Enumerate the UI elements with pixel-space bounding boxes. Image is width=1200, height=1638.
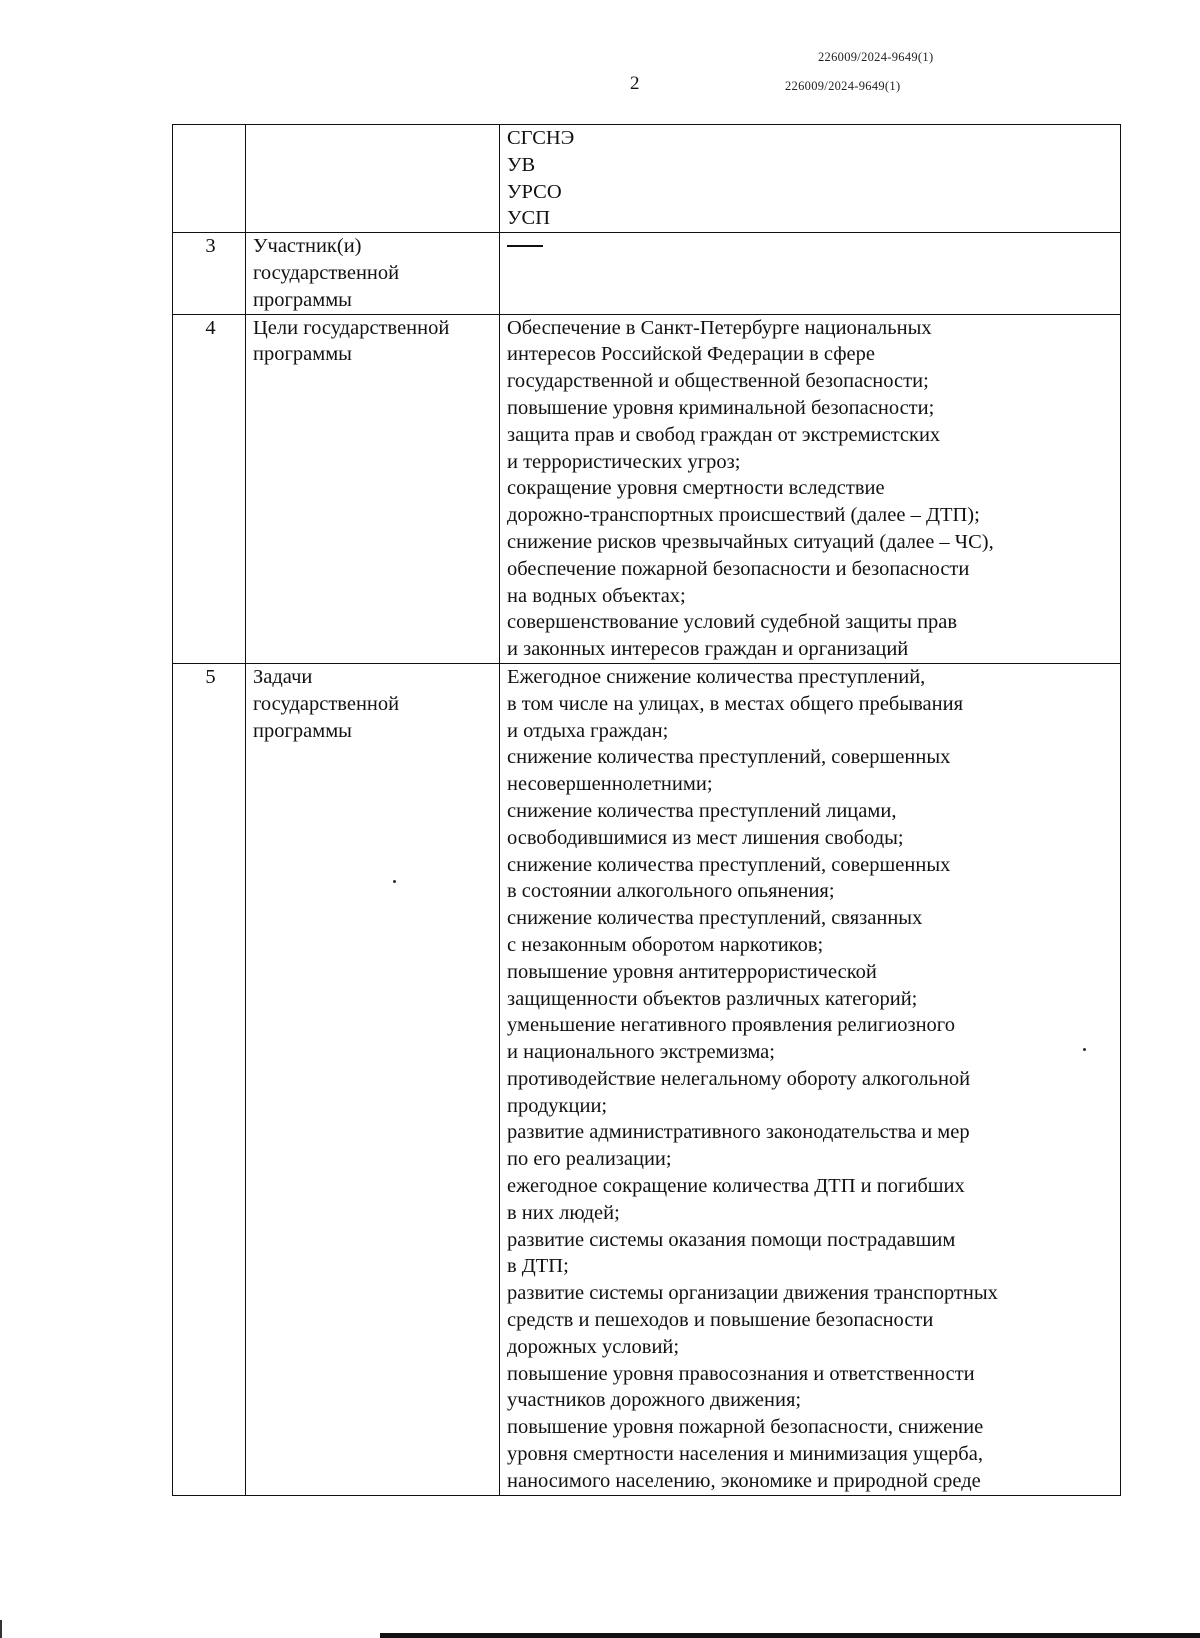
registration-number-second: 226009/2024-9649(1) xyxy=(785,79,901,93)
row-label-line: программы xyxy=(253,343,352,366)
task-line: ежегодное сокращение количества ДТП и погибших xyxy=(507,1175,965,1198)
task-line: несовершеннолетними; xyxy=(507,773,713,796)
task-line: повышение уровня правосознания и ответственности xyxy=(507,1362,975,1385)
goal-line: совершенствование условий судебной защиты прав xyxy=(507,611,958,634)
row-label-line: Задачи xyxy=(253,665,313,688)
task-line: снижение количества преступлений, совершенных xyxy=(507,853,951,876)
task-line: дорожных условий; xyxy=(507,1335,680,1358)
task-line: с незаконным оборотом наркотиков; xyxy=(507,933,824,956)
table-row-goals xyxy=(173,314,1121,663)
table-row-continued xyxy=(173,125,1121,233)
goal-line: повышение уровня криминальной безопасности; xyxy=(507,396,935,419)
department-abbr: УВ xyxy=(507,153,536,176)
row-label-cell xyxy=(246,314,500,663)
program-passport-table xyxy=(172,124,1121,1496)
task-line: по его реализации; xyxy=(507,1148,672,1171)
row-number-cell xyxy=(173,125,246,233)
goal-line: и террористических угроз; xyxy=(507,450,741,473)
scan-speck xyxy=(1083,1048,1086,1051)
task-line: уровня смертности населения и минимизация ущерба, xyxy=(507,1443,983,1466)
task-line: в ДТП; xyxy=(507,1255,569,1278)
row-label-cell xyxy=(246,125,500,233)
task-line: в состоянии алкогольного опьянения; xyxy=(507,880,835,903)
task-line: Ежегодное снижение количества преступлений, xyxy=(507,665,926,688)
goal-line: защита прав и свобод граждан от экстремистских xyxy=(507,423,941,446)
department-abbr: УРСО xyxy=(507,180,562,203)
goal-line: дорожно-транспортных происшествий (далее – ДТП); xyxy=(507,504,980,527)
row-label-line: Участник(и) xyxy=(253,235,362,258)
task-line: уменьшение негативного проявления религиозного xyxy=(507,1014,955,1037)
department-abbr: СГСНЭ xyxy=(507,127,575,149)
task-line: наносимого населению, экономике и природной среде xyxy=(507,1469,981,1492)
task-line: продукции; xyxy=(507,1094,608,1117)
row-content-cell xyxy=(500,125,1121,233)
task-line: в них людей; xyxy=(507,1201,620,1224)
goal-line: на водных объектах; xyxy=(507,584,686,607)
task-line: защищенности объектов различных категорий; xyxy=(507,987,918,1010)
scan-edge-mark xyxy=(0,1620,2,1638)
empty-dash xyxy=(507,245,543,247)
task-line: развитие системы оказания помощи пострадавшим xyxy=(507,1228,956,1251)
task-line: развитие административного законодательства и мер xyxy=(507,1121,970,1144)
row-label-line: программы xyxy=(253,288,352,311)
tasks-content-cell xyxy=(500,663,1121,1495)
task-line: снижение количества преступлений, совершенных xyxy=(507,746,951,769)
task-line: противодействие нелегальному обороту алкогольной xyxy=(507,1067,971,1090)
task-line: и национального экстремизма; xyxy=(507,1041,775,1064)
row-label-line: программы xyxy=(253,719,352,742)
goal-line: Обеспечение в Санкт-Петербурге национальных xyxy=(507,316,932,339)
page-number: 2 xyxy=(630,73,640,94)
task-line: в том числе на улицах, в местах общего пребывания xyxy=(507,692,964,715)
task-line: освободившимися из мест лишения свободы; xyxy=(507,826,904,849)
row-label-cell xyxy=(246,233,500,314)
task-line: и отдыха граждан; xyxy=(507,719,669,742)
row-number: 4 xyxy=(173,314,246,663)
task-line: участников дорожного движения; xyxy=(507,1389,802,1412)
goals-content-cell xyxy=(500,314,1121,663)
registration-number-top: 226009/2024-9649(1) xyxy=(818,50,934,64)
department-abbr: УСП xyxy=(507,207,550,230)
goal-line: государственной и общественной безопасности; xyxy=(507,370,929,393)
scan-bottom-edge xyxy=(380,1633,1200,1638)
row-label-line: государственной xyxy=(253,692,400,715)
goal-line: и законных интересов граждан и организаций xyxy=(507,638,909,661)
row-label-line: государственной xyxy=(253,261,400,284)
task-line: снижение количества преступлений, связанных xyxy=(507,907,923,930)
row-content-cell xyxy=(500,233,1121,314)
task-line: повышение уровня антитеррористической xyxy=(507,960,877,983)
goal-line: обеспечение пожарной безопасности и безопасности xyxy=(507,557,970,580)
row-number: 3 xyxy=(173,233,246,314)
goal-line: интересов Российской Федерации в сфере xyxy=(507,343,875,366)
table-row-tasks xyxy=(173,663,1121,1495)
goal-line: сокращение уровня смертности вследствие xyxy=(507,477,885,500)
scan-speck xyxy=(393,880,396,883)
row-label-cell xyxy=(246,663,500,1495)
task-line: повышение уровня пожарной безопасности, снижение xyxy=(507,1416,984,1439)
task-line: снижение количества преступлений лицами, xyxy=(507,799,897,822)
task-line: развитие системы организации движения транспортных xyxy=(507,1282,998,1305)
row-number: 5 xyxy=(173,663,246,1495)
row-label-line: Цели государственной xyxy=(253,316,450,339)
goal-line: снижение рисков чрезвычайных ситуаций (далее – ЧС), xyxy=(507,530,994,553)
task-line: средств и пешеходов и повышение безопасности xyxy=(507,1309,934,1332)
table-row-participants xyxy=(173,233,1121,314)
